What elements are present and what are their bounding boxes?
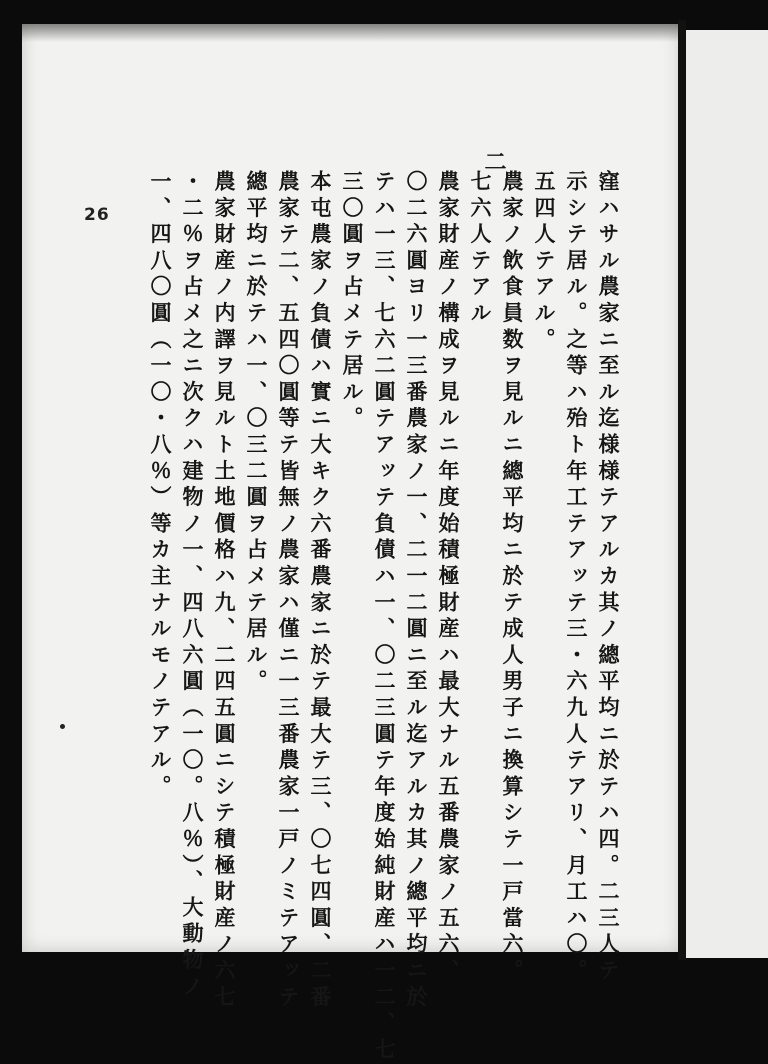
text-column: 本屯農家ノ負債ハ實ニ大キク六番農家ニ於テ最大テ三、〇七四圓、二番 bbox=[308, 170, 333, 1012]
text-column: テハ一三、七六二圓テアッテ負債ハ一、〇二三圓テ年度始純財産ハ一二、七 bbox=[372, 170, 397, 1064]
text-column: 五四人テアル。 bbox=[532, 170, 557, 355]
text-column: ・二％ヲ占メ之ニ次クハ建物ノ一、四八六圓（一〇。八％）、大動物ノ bbox=[180, 170, 205, 1002]
scan-shadow bbox=[22, 24, 680, 42]
book-gutter bbox=[678, 20, 686, 960]
text-column: 農家テ二、五四〇圓等テ皆無ノ農家ハ僅ニ一三番農家一戸ノミテアッテ bbox=[276, 170, 301, 1012]
text-column: 一、四八〇圓（一〇・八％）等カ主ナルモノテアル。 bbox=[148, 170, 173, 802]
text-column: 七六人テアル bbox=[468, 170, 493, 328]
speck-mark bbox=[60, 724, 65, 729]
text-column: 農家ノ飲食員数ヲ見ルニ總平均ニ於テ成人男子ニ換算シテ一戸當六。 bbox=[500, 170, 525, 986]
page-number: 26 bbox=[84, 205, 110, 225]
text-column: 三〇圓ヲ占メテ居ル。 bbox=[340, 170, 365, 433]
text-column: 農家財産ノ内譯ヲ見ルト土地價格ハ九、二四五圓ニシテ積極財産ノ六七 bbox=[212, 170, 237, 1012]
text-column: 窪ハサル農家ニ至ル迄様様テアルカ其ノ總平均ニ於テハ四。二三人テ bbox=[596, 170, 621, 986]
text-column: 總平均ニ於テハ一、〇三二圓ヲ占メテ居ル。 bbox=[244, 170, 269, 696]
text-column: 〇二六圓ヨリ一三番農家ノ一、二一二圓ニ至ル迄アルカ其ノ總平均ニ於 bbox=[404, 170, 429, 1012]
text-column: 農家財産ノ構成ヲ見ルニ年度始積極財産ハ最大ナル五番農家ノ五六、 bbox=[436, 170, 461, 986]
text-column: 示シテ居ル。之等ハ殆ト年工テアッテ三・六九人テアリ、月工ハ〇。 bbox=[564, 170, 589, 986]
book-page bbox=[22, 24, 680, 1064]
section-heading: 二 bbox=[481, 150, 507, 172]
facing-page bbox=[686, 30, 768, 958]
